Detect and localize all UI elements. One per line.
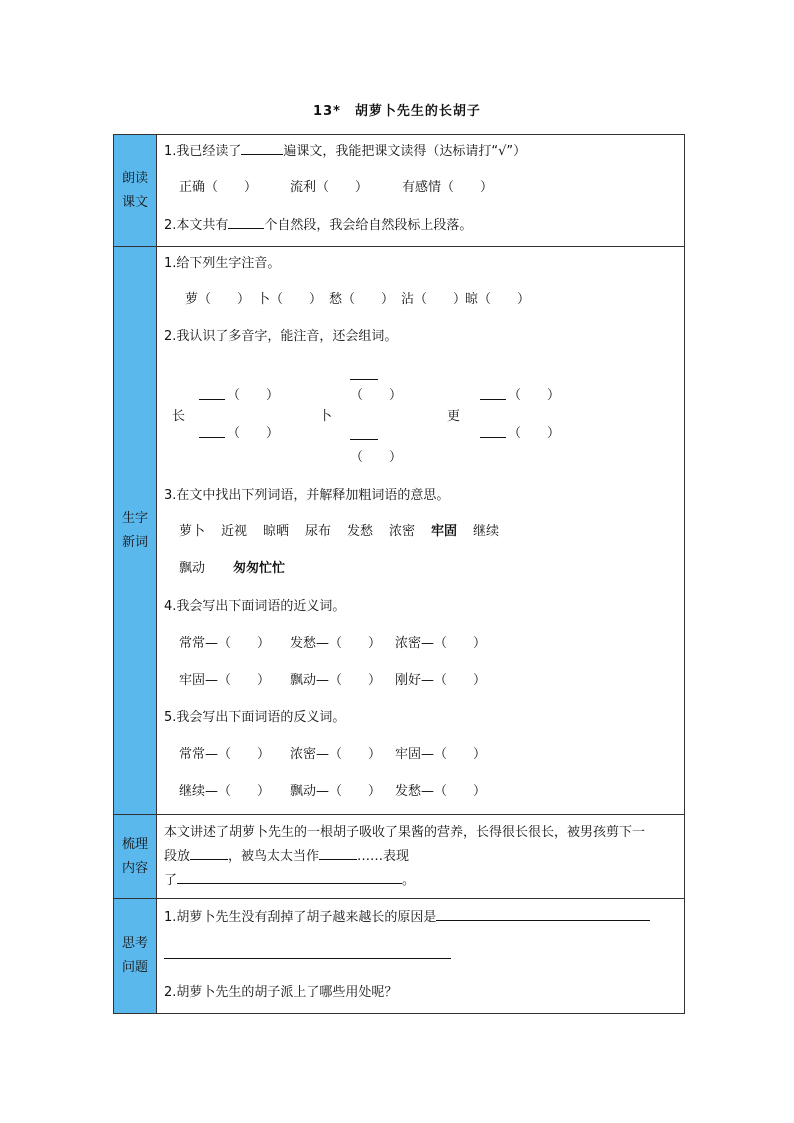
section-label: 朗读课文 [114,135,157,246]
word-item: 萝卜 [179,524,206,539]
reading-question-1: 1.我已经读了 遍课文，我能把课文读得（达标请打“√”） [164,144,527,159]
thinking-section [114,899,684,1013]
pinyin-paren[interactable]: （ ） [350,388,403,403]
antonym-item[interactable]: 飘动—（ ） [290,784,382,799]
antonym-item[interactable]: 发愁—（ ） [395,784,487,799]
pinyin-item[interactable]: 卜（ ） [257,292,323,307]
pinyin-paren[interactable]: （ ） [508,426,561,441]
word-item: 飘动 [179,561,206,576]
synonym-item[interactable]: 飘动—（ ） [290,673,382,688]
word-item: 近视 [221,524,248,539]
word-item: 晾晒 [263,524,290,539]
answer-blank[interactable] [199,399,225,400]
pinyin-item[interactable]: 愁（ ） [329,292,395,307]
thinking-question-1: 1.胡萝卜先生没有刮掉了胡子越来越长的原因是 [164,906,650,925]
synonym-item[interactable]: 刚好—（ ） [395,673,487,688]
word-item: 尿布 [305,524,332,539]
pinyin-paren[interactable]: （ ） [508,388,561,403]
synonym-item[interactable]: 常常—（ ） [179,636,271,651]
answer-blank[interactable] [350,379,378,380]
synonym-item[interactable]: 发愁—（ ） [290,636,382,651]
antonym-item[interactable]: 浓密—（ ） [290,747,382,762]
section-label: 生字新词 [114,247,157,814]
answer-blank[interactable] [436,908,650,921]
page-title: 13* 胡萝卜先生的长胡子 [313,104,481,119]
pinyin-paren[interactable]: （ ） [227,388,280,403]
antonym-item[interactable]: 常常—（ ） [179,747,271,762]
section-label: 梳理内容 [114,815,157,898]
section-label: 思考问题 [114,899,157,1013]
answer-blank[interactable] [241,142,283,155]
polyphone-question: 2.我认识了多音字，能注音，还会组词。 [164,329,398,344]
thinking-question-2: 2.胡萝卜先生的胡子派上了哪些用处呢？ [164,985,398,1000]
pinyin-paren[interactable]: （ ） [350,450,403,465]
bold-word-item: 匆匆忙忙 [233,561,286,576]
word-item: 继续 [473,524,500,539]
answer-line[interactable] [164,958,451,959]
worksheet-table [113,134,685,1014]
answer-blank[interactable] [228,216,264,229]
polyphone-char: 卜 [319,409,333,424]
summary-line-2: 段放 ，被鸟太太当作 ……表现 [164,849,410,864]
answer-blank[interactable] [480,437,506,438]
pinyin-item[interactable]: 晾（ ） [465,292,531,307]
word-item: 发愁 [347,524,374,539]
antonym-question: 5.我会写出下面词语的反义词。 [164,710,346,725]
bold-word-item: 牢固 [431,524,458,539]
answer-blank[interactable] [190,847,228,860]
answer-blank[interactable] [480,399,506,400]
option-fluent[interactable]: 流利（ ） [290,180,369,195]
answer-blank[interactable] [350,439,378,440]
pinyin-item[interactable]: 萝（ ） [185,292,251,307]
pinyin-question: 1.给下列生字注音。 [164,256,281,271]
option-emotion[interactable]: 有感情（ ） [402,180,494,195]
pinyin-item[interactable]: 沾（ ） [401,292,467,307]
reading-question-2: 2.本文共有 个自然段，我会给自然段标上段落。 [164,218,473,233]
polyphone-char: 长 [172,409,186,424]
reading-section [114,135,684,247]
summary-section [114,815,684,899]
synonym-item[interactable]: 浓密—（ ） [395,636,487,651]
antonym-item[interactable]: 继续—（ ） [179,784,271,799]
polyphone-char: 更 [447,409,461,424]
word-meaning-question: 3.在文中找出下列词语，并解释加粗词语的意思。 [164,488,450,503]
vocabulary-section [114,247,684,815]
antonym-item[interactable]: 牢固—（ ） [395,747,487,762]
answer-blank[interactable] [199,437,225,438]
synonym-question: 4.我会写出下面词语的近义词。 [164,599,346,614]
synonym-item[interactable]: 牢固—（ ） [179,673,271,688]
answer-blank[interactable] [319,847,357,860]
word-item: 浓密 [389,524,416,539]
summary-line-3: 了 。 [164,873,416,888]
option-correct[interactable]: 正确（ ） [179,180,258,195]
summary-line-1: 本文讲述了胡萝卜先生的一根胡子吸收了果酱的营养，长得很长很长，被男孩剪下一 [164,825,646,840]
answer-blank[interactable] [177,871,402,884]
pinyin-paren[interactable]: （ ） [227,426,280,441]
